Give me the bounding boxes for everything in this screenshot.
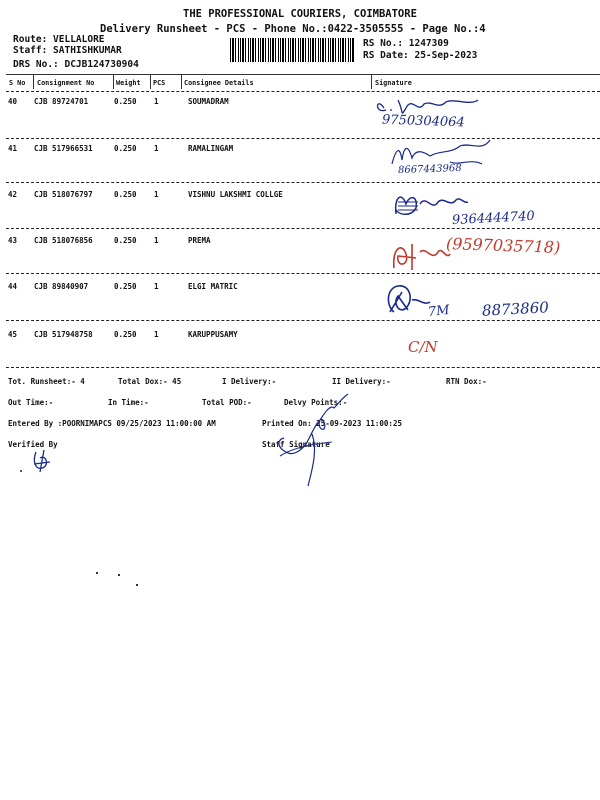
row-consignment-no: CJB 517948758	[34, 330, 93, 339]
total-pod: Total POD:-	[202, 398, 252, 407]
staff-label: Staff: SATHISHKUMAR	[13, 45, 122, 56]
column-divider	[181, 75, 182, 89]
column-divider	[33, 75, 34, 89]
row-weight: 0.250	[114, 190, 137, 199]
row-pcs: 1	[154, 97, 159, 106]
route-label: Route: VELLALORE	[13, 34, 105, 45]
row-weight: 0.250	[114, 144, 137, 153]
handwritten-phone: 9364444740	[451, 208, 536, 229]
row-consignment-no: CJB 517966531	[34, 144, 93, 153]
column-header-sno: S No	[9, 79, 26, 87]
staff-signature-icon	[272, 390, 352, 490]
column-divider	[371, 75, 372, 89]
scan-speck	[20, 470, 22, 472]
row-divider	[6, 273, 600, 274]
handwritten-initials-icon: 7M	[427, 302, 451, 321]
row-consignee: KARUPPUSAMY	[188, 330, 238, 339]
row-consignee: PREMA	[188, 236, 211, 245]
row-sno: 41	[8, 144, 18, 153]
column-header-consignee: Consignee Details	[184, 79, 254, 87]
runsheet-subtitle: Delivery Runsheet - PCS - Phone No.:0422-3505555 - Page No.:4	[100, 23, 486, 35]
column-header-pcs: PCS	[153, 79, 166, 87]
handwritten-phone: 9750304064	[381, 112, 465, 131]
delivery-points: Delvy Points:-	[284, 398, 348, 407]
row-weight: 0.250	[114, 282, 137, 291]
drs-number: DRS No.: DCJB124730904	[13, 59, 139, 70]
handwritten-phone: (9597035718)	[445, 234, 561, 257]
row-pcs: 1	[154, 144, 159, 153]
rs-number: RS No.: 1247309	[363, 38, 449, 49]
barcode	[230, 38, 354, 62]
row-weight: 0.250	[114, 97, 137, 106]
row-pcs: 1	[154, 330, 159, 339]
row-divider	[6, 320, 600, 321]
row-weight: 0.250	[114, 236, 137, 245]
row-sno: 44	[8, 282, 18, 291]
row-consignee: VISHNU LAKSHMI COLLGE	[188, 190, 283, 199]
verified-by: Verified By	[8, 440, 58, 449]
handwritten-cn: C/N	[408, 338, 438, 356]
total-dox: Total Dox:- 45	[118, 377, 182, 386]
row-consignee: SOUMADRAM	[188, 97, 229, 106]
row-consignee: ELGI MATRIC	[188, 282, 238, 291]
handwritten-phone: 8667443968	[397, 162, 462, 177]
in-time: In Time:-	[108, 398, 149, 407]
row-weight: 0.250	[114, 330, 137, 339]
entered-by: Entered By :POORNIMAPCS 09/25/2023 11:00:00 AM	[8, 419, 216, 428]
rtn-dox: RTN Dox:-	[446, 377, 487, 386]
company-title: THE PROFESSIONAL COURIERS, COIMBATORE	[183, 8, 417, 20]
signature-mark	[390, 238, 452, 272]
row-sno: 43	[8, 236, 18, 245]
second-delivery: II Delivery:-	[332, 377, 391, 386]
row-consignee: RAMALINGAM	[188, 144, 234, 153]
table-bottom-rule	[6, 367, 600, 368]
column-header-weight: Weight	[116, 79, 141, 87]
scan-speck	[96, 572, 98, 574]
row-pcs: 1	[154, 282, 159, 291]
row-pcs: 1	[154, 236, 159, 245]
verifier-signature-icon	[30, 448, 54, 474]
row-consignment-no: CJB 89840907	[34, 282, 89, 291]
row-consignment-no: CJB 518076856	[34, 236, 93, 245]
column-header-signature: Signature	[375, 79, 412, 87]
header-rule	[6, 91, 600, 92]
total-runsheet: Tot. Runsheet:- 4	[8, 377, 85, 386]
handwritten-phone: 8873860	[481, 298, 550, 320]
out-time: Out Time:-	[8, 398, 54, 407]
row-pcs: 1	[154, 190, 159, 199]
staff-signature-label: Staff Signature	[262, 440, 330, 449]
row-divider	[6, 182, 600, 183]
scan-speck	[118, 574, 120, 576]
row-sno: 45	[8, 330, 18, 339]
row-consignment-no: CJB 89724701	[34, 97, 89, 106]
row-consignment-no: CJB 518076797	[34, 190, 93, 199]
row-sno: 40	[8, 97, 18, 106]
printed-on: Printed On: 25-09-2023 11:00:25	[262, 419, 402, 428]
row-divider	[6, 228, 600, 229]
first-delivery: I Delivery:-	[222, 377, 277, 386]
rs-date: RS Date: 25-Sep-2023	[363, 50, 478, 61]
row-divider	[6, 138, 600, 139]
scan-speck	[136, 584, 138, 586]
table-top-rule	[6, 74, 600, 75]
column-divider	[150, 75, 151, 89]
column-divider	[113, 75, 114, 89]
row-sno: 42	[8, 190, 18, 199]
column-header-consignment: Consignment No	[37, 79, 95, 87]
